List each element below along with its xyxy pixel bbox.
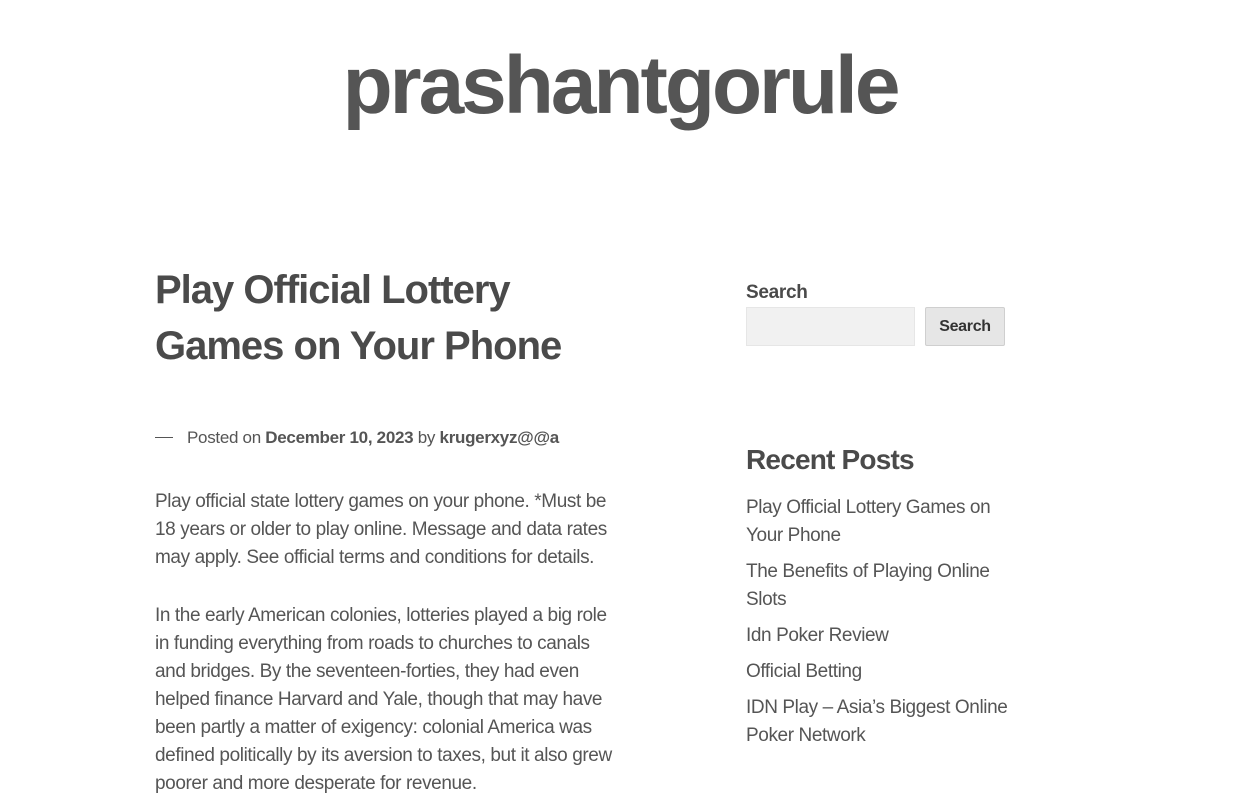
search-button[interactable]: Search xyxy=(925,307,1005,346)
site-title-link[interactable]: prashantgorule xyxy=(342,40,898,131)
recent-post-link[interactable]: Official Betting xyxy=(746,661,862,682)
list-item xyxy=(746,694,1016,750)
search-form xyxy=(746,307,1016,346)
recent-post-link[interactable]: IDN Play – Asia’s Biggest Online Poker Network xyxy=(746,697,1008,746)
post-paragraph: Play official state lottery games on your phone. *Must be 18 years or older to play online. Message and data rates may apply. See official terms and conditions for details. xyxy=(155,491,607,568)
list-item xyxy=(746,558,1016,614)
search-input[interactable] xyxy=(746,307,915,346)
recent-post-link[interactable]: Idn Poker Review xyxy=(746,625,889,646)
recent-posts-list xyxy=(746,494,1016,750)
site-header xyxy=(0,36,1240,136)
post-date-link[interactable]: December 10, 2023 xyxy=(265,428,414,447)
main-content xyxy=(155,262,625,798)
post-article xyxy=(155,262,625,798)
posted-on-label: Posted on xyxy=(187,428,261,447)
list-item xyxy=(746,622,1016,650)
post-title: Play Official Lottery Games on Your Phone xyxy=(155,268,562,368)
by-label: by xyxy=(417,428,436,447)
sidebar xyxy=(746,282,1016,758)
search-label: Search xyxy=(746,282,808,303)
post-meta xyxy=(155,428,625,448)
list-item xyxy=(746,658,1016,686)
post-author-link[interactable]: krugerxyz@@a xyxy=(439,428,559,447)
recent-post-link[interactable]: Play Official Lottery Games on Your Phone xyxy=(746,497,991,546)
search-widget xyxy=(746,282,1016,346)
meta-dash xyxy=(155,437,173,438)
recent-posts-widget xyxy=(746,440,1016,750)
post-content xyxy=(155,488,625,798)
post-paragraph: In the early American colonies, lotteries played a big role in funding everything from roads to churches to canals and bridges. By the seventeen-forties, they had even helped finance Harvard and Yale, though that may have been partly a matter of exigency: colonial America was defined politically by its aversion to taxes, but it also grew poorer and more desperate for revenue. xyxy=(155,605,612,794)
list-item xyxy=(746,494,1016,550)
recent-posts-title: Recent Posts xyxy=(746,444,914,475)
recent-post-link[interactable]: The Benefits of Playing Online Slots xyxy=(746,561,990,610)
